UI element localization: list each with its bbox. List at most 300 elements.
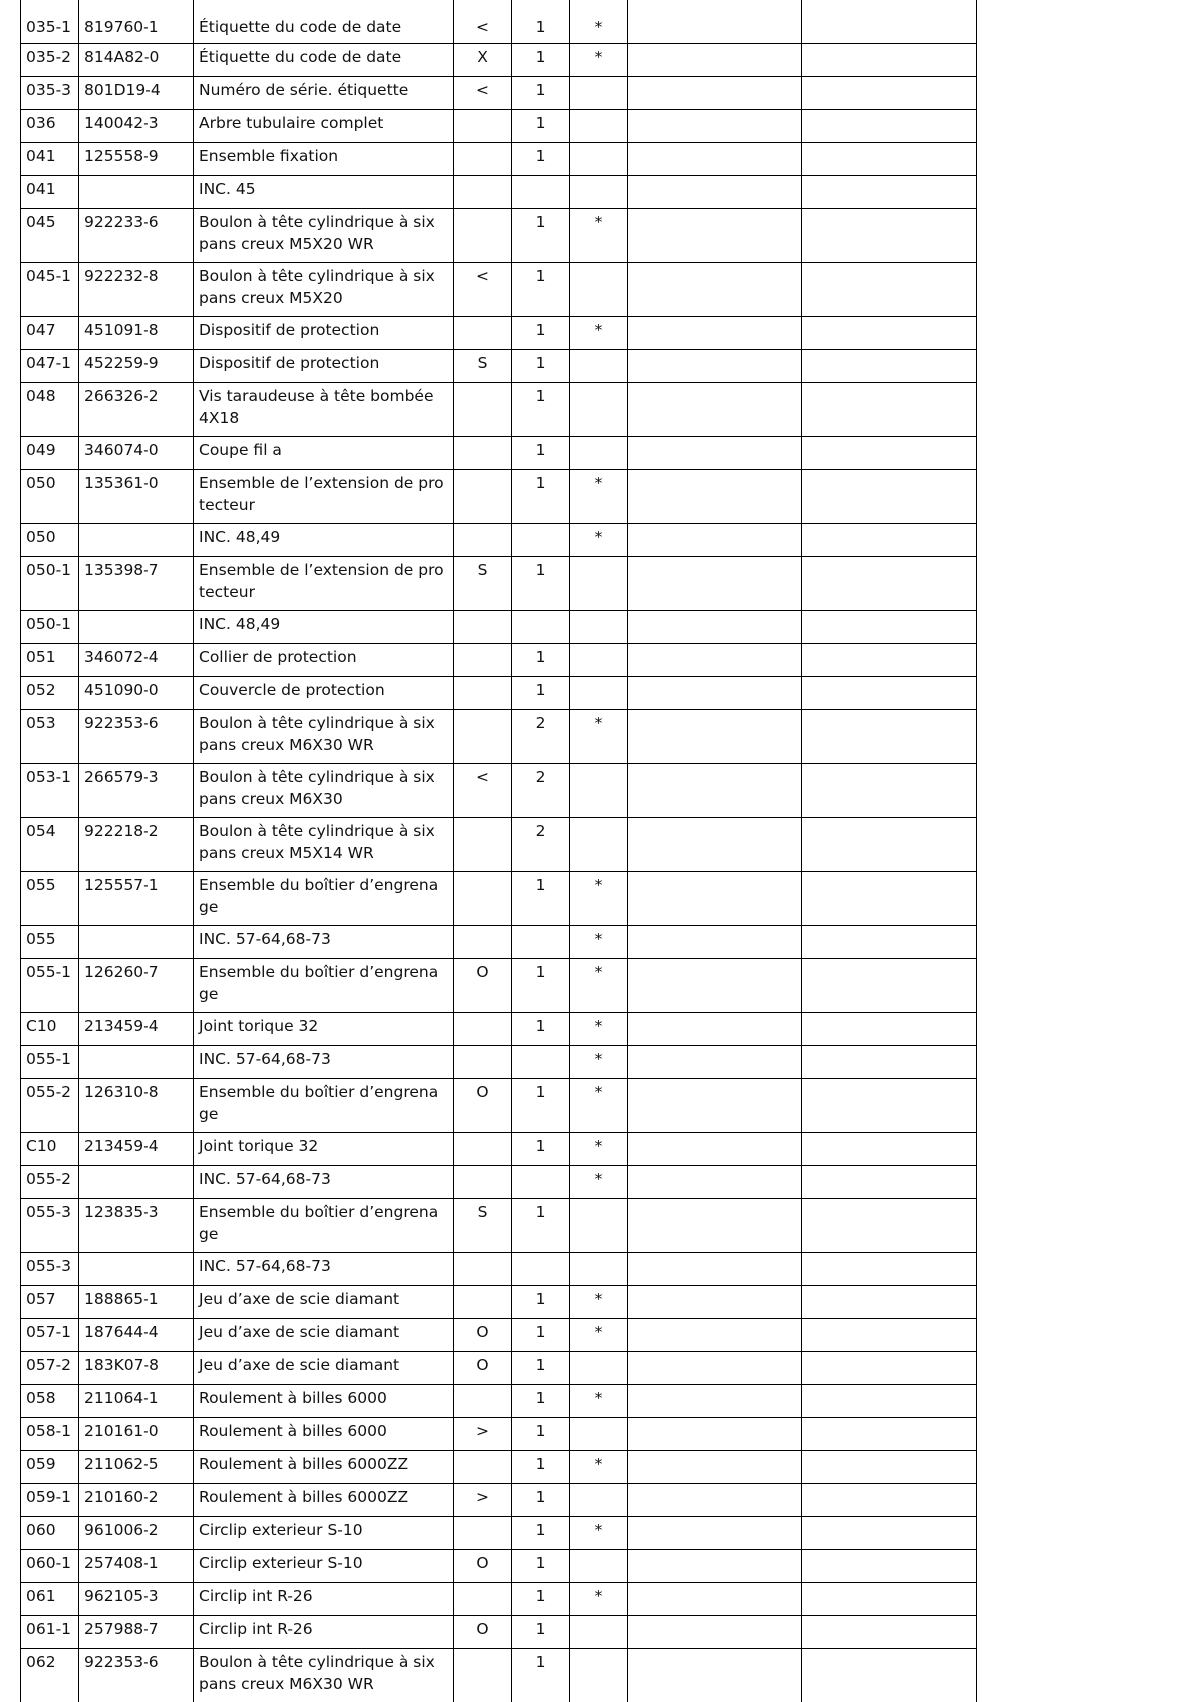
ref-number-cell: 055-1 bbox=[21, 1046, 79, 1079]
change-code-cell bbox=[454, 818, 512, 872]
change-code-cell bbox=[454, 317, 512, 350]
ref-number-cell: C10 bbox=[21, 1133, 79, 1166]
part-number-cell: 922353-6 bbox=[79, 1649, 194, 1702]
table-row bbox=[21, 1550, 977, 1583]
quantity-cell: 1 bbox=[512, 1649, 570, 1702]
note-mark-cell bbox=[570, 677, 628, 710]
parts-list-table bbox=[20, 0, 977, 1702]
note-mark-cell: * bbox=[570, 1079, 628, 1133]
ref-number-cell: 061-1 bbox=[21, 1616, 79, 1649]
blank-cell-b bbox=[802, 317, 977, 350]
quantity-cell: 1 bbox=[512, 1484, 570, 1517]
description-cell: Étiquette du code de date bbox=[194, 44, 454, 77]
blank-cell-a bbox=[628, 557, 802, 611]
ref-number-cell: 049 bbox=[21, 437, 79, 470]
description-cell: Boulon à tête cylindrique à six pans creux M6X30 WR bbox=[194, 710, 454, 764]
quantity-cell: 1 bbox=[512, 77, 570, 110]
change-code-cell bbox=[454, 1451, 512, 1484]
part-number-cell bbox=[79, 1166, 194, 1199]
table-row bbox=[21, 818, 977, 872]
quantity-cell: 1 bbox=[512, 1451, 570, 1484]
change-code-cell bbox=[454, 176, 512, 209]
description-cell: INC. 57-64,68-73 bbox=[194, 1046, 454, 1079]
change-code-cell bbox=[454, 1046, 512, 1079]
blank-cell-b bbox=[802, 1352, 977, 1385]
blank-cell-a bbox=[628, 710, 802, 764]
note-mark-cell bbox=[570, 383, 628, 437]
ref-number-cell: 057 bbox=[21, 1286, 79, 1319]
parts-list-body bbox=[21, 0, 977, 1702]
blank-cell-b bbox=[802, 1550, 977, 1583]
part-number-cell: 210160-2 bbox=[79, 1484, 194, 1517]
blank-cell-b bbox=[802, 1649, 977, 1702]
change-code-cell: X bbox=[454, 44, 512, 77]
quantity-cell: 1 bbox=[512, 872, 570, 926]
description-cell: Boulon à tête cylindrique à six pans creux M6X30 bbox=[194, 764, 454, 818]
part-number-cell: 961006-2 bbox=[79, 1517, 194, 1550]
table-row bbox=[21, 44, 977, 77]
note-mark-cell bbox=[570, 1352, 628, 1385]
blank-cell-a bbox=[628, 1583, 802, 1616]
description-cell: Circlip exterieur S-10 bbox=[194, 1517, 454, 1550]
description-cell: Jeu d’axe de scie diamant bbox=[194, 1319, 454, 1352]
quantity-cell: 1 bbox=[512, 1133, 570, 1166]
ref-number-cell: C10 bbox=[21, 1013, 79, 1046]
note-mark-cell: * bbox=[570, 1046, 628, 1079]
blank-cell-a bbox=[628, 77, 802, 110]
ref-number-cell: 058 bbox=[21, 1385, 79, 1418]
table-row bbox=[21, 470, 977, 524]
part-number-cell: 962105-3 bbox=[79, 1583, 194, 1616]
part-number-cell: 346072-4 bbox=[79, 644, 194, 677]
note-mark-cell: * bbox=[570, 1133, 628, 1166]
blank-cell-a bbox=[628, 1253, 802, 1286]
description-cell: Collier de protection bbox=[194, 644, 454, 677]
description-cell: Joint torique 32 bbox=[194, 1013, 454, 1046]
ref-number-cell: 055-1 bbox=[21, 959, 79, 1013]
blank-cell-b bbox=[802, 524, 977, 557]
change-code-cell bbox=[454, 110, 512, 143]
description-cell: Circlip int R-26 bbox=[194, 1616, 454, 1649]
ref-number-cell: 048 bbox=[21, 383, 79, 437]
blank-cell-a bbox=[628, 350, 802, 383]
quantity-cell: 1 bbox=[512, 110, 570, 143]
blank-cell-a bbox=[628, 1046, 802, 1079]
description-cell: Circlip int R-26 bbox=[194, 1583, 454, 1616]
note-mark-cell bbox=[570, 764, 628, 818]
quantity-cell bbox=[512, 1166, 570, 1199]
table-row bbox=[21, 0, 977, 44]
change-code-cell: < bbox=[454, 764, 512, 818]
blank-cell-a bbox=[628, 1166, 802, 1199]
description-cell: Roulement à billes 6000 bbox=[194, 1418, 454, 1451]
blank-cell-a bbox=[628, 524, 802, 557]
change-code-cell bbox=[454, 1583, 512, 1616]
description-cell: Boulon à tête cylindrique à six pans creux M5X14 WR bbox=[194, 818, 454, 872]
quantity-cell: 1 bbox=[512, 1418, 570, 1451]
blank-cell-a bbox=[628, 959, 802, 1013]
table-row bbox=[21, 926, 977, 959]
blank-cell-b bbox=[802, 1319, 977, 1352]
part-number-cell: 922353-6 bbox=[79, 710, 194, 764]
table-row bbox=[21, 611, 977, 644]
part-number-cell: 183K07-8 bbox=[79, 1352, 194, 1385]
quantity-cell: 1 bbox=[512, 470, 570, 524]
description-cell: Boulon à tête cylindrique à six pans creux M5X20 bbox=[194, 263, 454, 317]
ref-number-cell: 047-1 bbox=[21, 350, 79, 383]
ref-number-cell: 059 bbox=[21, 1451, 79, 1484]
note-mark-cell bbox=[570, 1649, 628, 1702]
part-number-cell: 126260-7 bbox=[79, 959, 194, 1013]
part-number-cell: 266326-2 bbox=[79, 383, 194, 437]
blank-cell-a bbox=[628, 644, 802, 677]
blank-cell-a bbox=[628, 1418, 802, 1451]
table-row bbox=[21, 524, 977, 557]
change-code-cell bbox=[454, 143, 512, 176]
ref-number-cell: 060-1 bbox=[21, 1550, 79, 1583]
description-cell: Roulement à billes 6000 bbox=[194, 1385, 454, 1418]
blank-cell-a bbox=[628, 926, 802, 959]
change-code-cell bbox=[454, 1166, 512, 1199]
blank-cell-b bbox=[802, 1583, 977, 1616]
part-number-cell: 187644-4 bbox=[79, 1319, 194, 1352]
note-mark-cell: * bbox=[570, 1583, 628, 1616]
note-mark-cell: * bbox=[570, 1517, 628, 1550]
change-code-cell bbox=[454, 677, 512, 710]
ref-number-cell: 041 bbox=[21, 143, 79, 176]
blank-cell-a bbox=[628, 1385, 802, 1418]
change-code-cell bbox=[454, 437, 512, 470]
blank-cell-a bbox=[628, 1013, 802, 1046]
ref-number-cell: 052 bbox=[21, 677, 79, 710]
description-cell: Circlip exterieur S-10 bbox=[194, 1550, 454, 1583]
blank-cell-b bbox=[802, 1418, 977, 1451]
quantity-cell: 2 bbox=[512, 710, 570, 764]
quantity-cell: 1 bbox=[512, 1550, 570, 1583]
note-mark-cell: * bbox=[570, 1013, 628, 1046]
change-code-cell bbox=[454, 1133, 512, 1166]
ref-number-cell: 059-1 bbox=[21, 1484, 79, 1517]
description-cell: Ensemble du boîtier d’engrenage bbox=[194, 1079, 454, 1133]
table-row bbox=[21, 710, 977, 764]
ref-number-cell: 054 bbox=[21, 818, 79, 872]
ref-number-cell: 050-1 bbox=[21, 611, 79, 644]
blank-cell-b bbox=[802, 209, 977, 263]
blank-cell-b bbox=[802, 1253, 977, 1286]
part-number-cell: 814A82-0 bbox=[79, 44, 194, 77]
description-cell: Arbre tubulaire complet bbox=[194, 110, 454, 143]
table-row bbox=[21, 959, 977, 1013]
table-row bbox=[21, 317, 977, 350]
part-number-cell: 135361-0 bbox=[79, 470, 194, 524]
note-mark-cell bbox=[570, 1550, 628, 1583]
note-mark-cell: * bbox=[570, 209, 628, 263]
ref-number-cell: 055-2 bbox=[21, 1079, 79, 1133]
table-row bbox=[21, 1517, 977, 1550]
ref-number-cell: 061 bbox=[21, 1583, 79, 1616]
part-number-cell bbox=[79, 926, 194, 959]
table-row bbox=[21, 1451, 977, 1484]
quantity-cell bbox=[512, 524, 570, 557]
blank-cell-b bbox=[802, 176, 977, 209]
table-row bbox=[21, 263, 977, 317]
change-code-cell bbox=[454, 872, 512, 926]
change-code-cell: > bbox=[454, 1484, 512, 1517]
description-cell: Ensemble du boîtier d’engrenage bbox=[194, 959, 454, 1013]
note-mark-cell bbox=[570, 1253, 628, 1286]
part-number-cell bbox=[79, 176, 194, 209]
blank-cell-b bbox=[802, 1046, 977, 1079]
blank-cell-a bbox=[628, 1199, 802, 1253]
description-cell: INC. 57-64,68-73 bbox=[194, 1166, 454, 1199]
quantity-cell: 1 bbox=[512, 1517, 570, 1550]
note-mark-cell: * bbox=[570, 959, 628, 1013]
blank-cell-b bbox=[802, 1484, 977, 1517]
blank-cell-b bbox=[802, 1079, 977, 1133]
part-number-cell: 266579-3 bbox=[79, 764, 194, 818]
quantity-cell: 1 bbox=[512, 0, 570, 44]
table-row bbox=[21, 557, 977, 611]
blank-cell-a bbox=[628, 1352, 802, 1385]
note-mark-cell bbox=[570, 1484, 628, 1517]
description-cell: Roulement à billes 6000ZZ bbox=[194, 1484, 454, 1517]
description-cell: Ensemble du boîtier d’engrenage bbox=[194, 1199, 454, 1253]
blank-cell-b bbox=[802, 44, 977, 77]
blank-cell-a bbox=[628, 1079, 802, 1133]
table-row bbox=[21, 437, 977, 470]
table-row bbox=[21, 1166, 977, 1199]
description-cell: Dispositif de protection bbox=[194, 350, 454, 383]
quantity-cell: 1 bbox=[512, 383, 570, 437]
blank-cell-b bbox=[802, 611, 977, 644]
blank-cell-a bbox=[628, 1319, 802, 1352]
quantity-cell: 2 bbox=[512, 818, 570, 872]
ref-number-cell: 062 bbox=[21, 1649, 79, 1702]
change-code-cell bbox=[454, 470, 512, 524]
description-cell: INC. 45 bbox=[194, 176, 454, 209]
blank-cell-a bbox=[628, 143, 802, 176]
table-row bbox=[21, 1484, 977, 1517]
blank-cell-a bbox=[628, 1616, 802, 1649]
ref-number-cell: 035-3 bbox=[21, 77, 79, 110]
description-cell: Ensemble fixation bbox=[194, 143, 454, 176]
ref-number-cell: 055-3 bbox=[21, 1253, 79, 1286]
change-code-cell bbox=[454, 1649, 512, 1702]
table-row bbox=[21, 872, 977, 926]
ref-number-cell: 036 bbox=[21, 110, 79, 143]
note-mark-cell bbox=[570, 176, 628, 209]
change-code-cell: S bbox=[454, 557, 512, 611]
description-cell: Coupe fil a bbox=[194, 437, 454, 470]
quantity-cell bbox=[512, 926, 570, 959]
description-cell: Jeu d’axe de scie diamant bbox=[194, 1352, 454, 1385]
note-mark-cell bbox=[570, 77, 628, 110]
part-number-cell: 126310-8 bbox=[79, 1079, 194, 1133]
blank-cell-b bbox=[802, 1133, 977, 1166]
table-row bbox=[21, 209, 977, 263]
note-mark-cell: * bbox=[570, 524, 628, 557]
quantity-cell: 1 bbox=[512, 1079, 570, 1133]
quantity-cell: 1 bbox=[512, 209, 570, 263]
ref-number-cell: 058-1 bbox=[21, 1418, 79, 1451]
description-cell: Joint torique 32 bbox=[194, 1133, 454, 1166]
blank-cell-a bbox=[628, 1517, 802, 1550]
ref-number-cell: 055-2 bbox=[21, 1166, 79, 1199]
quantity-cell: 1 bbox=[512, 557, 570, 611]
blank-cell-b bbox=[802, 350, 977, 383]
change-code-cell bbox=[454, 1385, 512, 1418]
change-code-cell bbox=[454, 611, 512, 644]
part-number-cell bbox=[79, 524, 194, 557]
description-cell: Jeu d’axe de scie diamant bbox=[194, 1286, 454, 1319]
change-code-cell: O bbox=[454, 1550, 512, 1583]
part-number-cell: 922232-8 bbox=[79, 263, 194, 317]
part-number-cell: 452259-9 bbox=[79, 350, 194, 383]
part-number-cell: 140042-3 bbox=[79, 110, 194, 143]
ref-number-cell: 060 bbox=[21, 1517, 79, 1550]
blank-cell-a bbox=[628, 818, 802, 872]
description-cell: Ensemble du boîtier d’engrenage bbox=[194, 872, 454, 926]
blank-cell-a bbox=[628, 110, 802, 143]
note-mark-cell bbox=[570, 1616, 628, 1649]
ref-number-cell: 057-2 bbox=[21, 1352, 79, 1385]
note-mark-cell: * bbox=[570, 872, 628, 926]
blank-cell-a bbox=[628, 1550, 802, 1583]
blank-cell-b bbox=[802, 959, 977, 1013]
blank-cell-b bbox=[802, 77, 977, 110]
blank-cell-a bbox=[628, 1133, 802, 1166]
note-mark-cell bbox=[570, 263, 628, 317]
quantity-cell: 1 bbox=[512, 1199, 570, 1253]
quantity-cell bbox=[512, 611, 570, 644]
blank-cell-b bbox=[802, 1517, 977, 1550]
note-mark-cell bbox=[570, 1199, 628, 1253]
quantity-cell: 1 bbox=[512, 44, 570, 77]
quantity-cell: 1 bbox=[512, 143, 570, 176]
blank-cell-a bbox=[628, 611, 802, 644]
change-code-cell bbox=[454, 1253, 512, 1286]
table-row bbox=[21, 1286, 977, 1319]
blank-cell-b bbox=[802, 557, 977, 611]
ref-number-cell: 051 bbox=[21, 644, 79, 677]
table-row bbox=[21, 764, 977, 818]
ref-number-cell: 045 bbox=[21, 209, 79, 263]
table-row bbox=[21, 1133, 977, 1166]
blank-cell-b bbox=[802, 1199, 977, 1253]
part-number-cell: 210161-0 bbox=[79, 1418, 194, 1451]
note-mark-cell bbox=[570, 437, 628, 470]
part-number-cell: 213459-4 bbox=[79, 1013, 194, 1046]
change-code-cell: < bbox=[454, 0, 512, 44]
part-number-cell bbox=[79, 1253, 194, 1286]
ref-number-cell: 055 bbox=[21, 872, 79, 926]
table-row bbox=[21, 77, 977, 110]
change-code-cell: O bbox=[454, 1079, 512, 1133]
description-cell: Ensemble de l’extension de protecteur bbox=[194, 470, 454, 524]
note-mark-cell bbox=[570, 818, 628, 872]
part-number-cell: 922233-6 bbox=[79, 209, 194, 263]
note-mark-cell: * bbox=[570, 0, 628, 44]
blank-cell-a bbox=[628, 263, 802, 317]
blank-cell-b bbox=[802, 818, 977, 872]
quantity-cell: 1 bbox=[512, 677, 570, 710]
quantity-cell: 1 bbox=[512, 1616, 570, 1649]
blank-cell-a bbox=[628, 209, 802, 263]
description-cell: Étiquette du code de date bbox=[194, 0, 454, 44]
quantity-cell: 2 bbox=[512, 764, 570, 818]
part-number-cell: 819760-1 bbox=[79, 0, 194, 44]
table-row bbox=[21, 1649, 977, 1702]
table-row bbox=[21, 1199, 977, 1253]
part-number-cell bbox=[79, 1046, 194, 1079]
note-mark-cell bbox=[570, 350, 628, 383]
part-number-cell: 125558-9 bbox=[79, 143, 194, 176]
blank-cell-a bbox=[628, 176, 802, 209]
note-mark-cell bbox=[570, 611, 628, 644]
description-cell: INC. 48,49 bbox=[194, 524, 454, 557]
change-code-cell bbox=[454, 383, 512, 437]
change-code-cell bbox=[454, 1013, 512, 1046]
quantity-cell: 1 bbox=[512, 1013, 570, 1046]
table-row bbox=[21, 350, 977, 383]
blank-cell-a bbox=[628, 437, 802, 470]
note-mark-cell bbox=[570, 1418, 628, 1451]
blank-cell-b bbox=[802, 677, 977, 710]
change-code-cell: O bbox=[454, 1352, 512, 1385]
blank-cell-b bbox=[802, 1166, 977, 1199]
blank-cell-a bbox=[628, 872, 802, 926]
table-row bbox=[21, 176, 977, 209]
change-code-cell bbox=[454, 209, 512, 263]
table-row bbox=[21, 1616, 977, 1649]
table-row bbox=[21, 1319, 977, 1352]
quantity-cell bbox=[512, 176, 570, 209]
change-code-cell: > bbox=[454, 1418, 512, 1451]
part-number-cell: 123835-3 bbox=[79, 1199, 194, 1253]
note-mark-cell: * bbox=[570, 1319, 628, 1352]
blank-cell-b bbox=[802, 764, 977, 818]
change-code-cell: < bbox=[454, 77, 512, 110]
blank-cell-b bbox=[802, 0, 977, 44]
table-row bbox=[21, 143, 977, 176]
blank-cell-a bbox=[628, 383, 802, 437]
note-mark-cell: * bbox=[570, 1286, 628, 1319]
description-cell: INC. 57-64,68-73 bbox=[194, 1253, 454, 1286]
change-code-cell: < bbox=[454, 263, 512, 317]
table-row bbox=[21, 1418, 977, 1451]
blank-cell-b bbox=[802, 263, 977, 317]
change-code-cell bbox=[454, 1286, 512, 1319]
quantity-cell bbox=[512, 1253, 570, 1286]
blank-cell-b bbox=[802, 926, 977, 959]
ref-number-cell: 055-3 bbox=[21, 1199, 79, 1253]
note-mark-cell: * bbox=[570, 470, 628, 524]
change-code-cell bbox=[454, 644, 512, 677]
table-row bbox=[21, 1046, 977, 1079]
quantity-cell: 1 bbox=[512, 644, 570, 677]
note-mark-cell bbox=[570, 557, 628, 611]
table-row bbox=[21, 677, 977, 710]
ref-number-cell: 050 bbox=[21, 470, 79, 524]
ref-number-cell: 057-1 bbox=[21, 1319, 79, 1352]
blank-cell-b bbox=[802, 470, 977, 524]
blank-cell-b bbox=[802, 710, 977, 764]
blank-cell-b bbox=[802, 644, 977, 677]
quantity-cell: 1 bbox=[512, 1385, 570, 1418]
ref-number-cell: 047 bbox=[21, 317, 79, 350]
change-code-cell bbox=[454, 524, 512, 557]
change-code-cell bbox=[454, 926, 512, 959]
